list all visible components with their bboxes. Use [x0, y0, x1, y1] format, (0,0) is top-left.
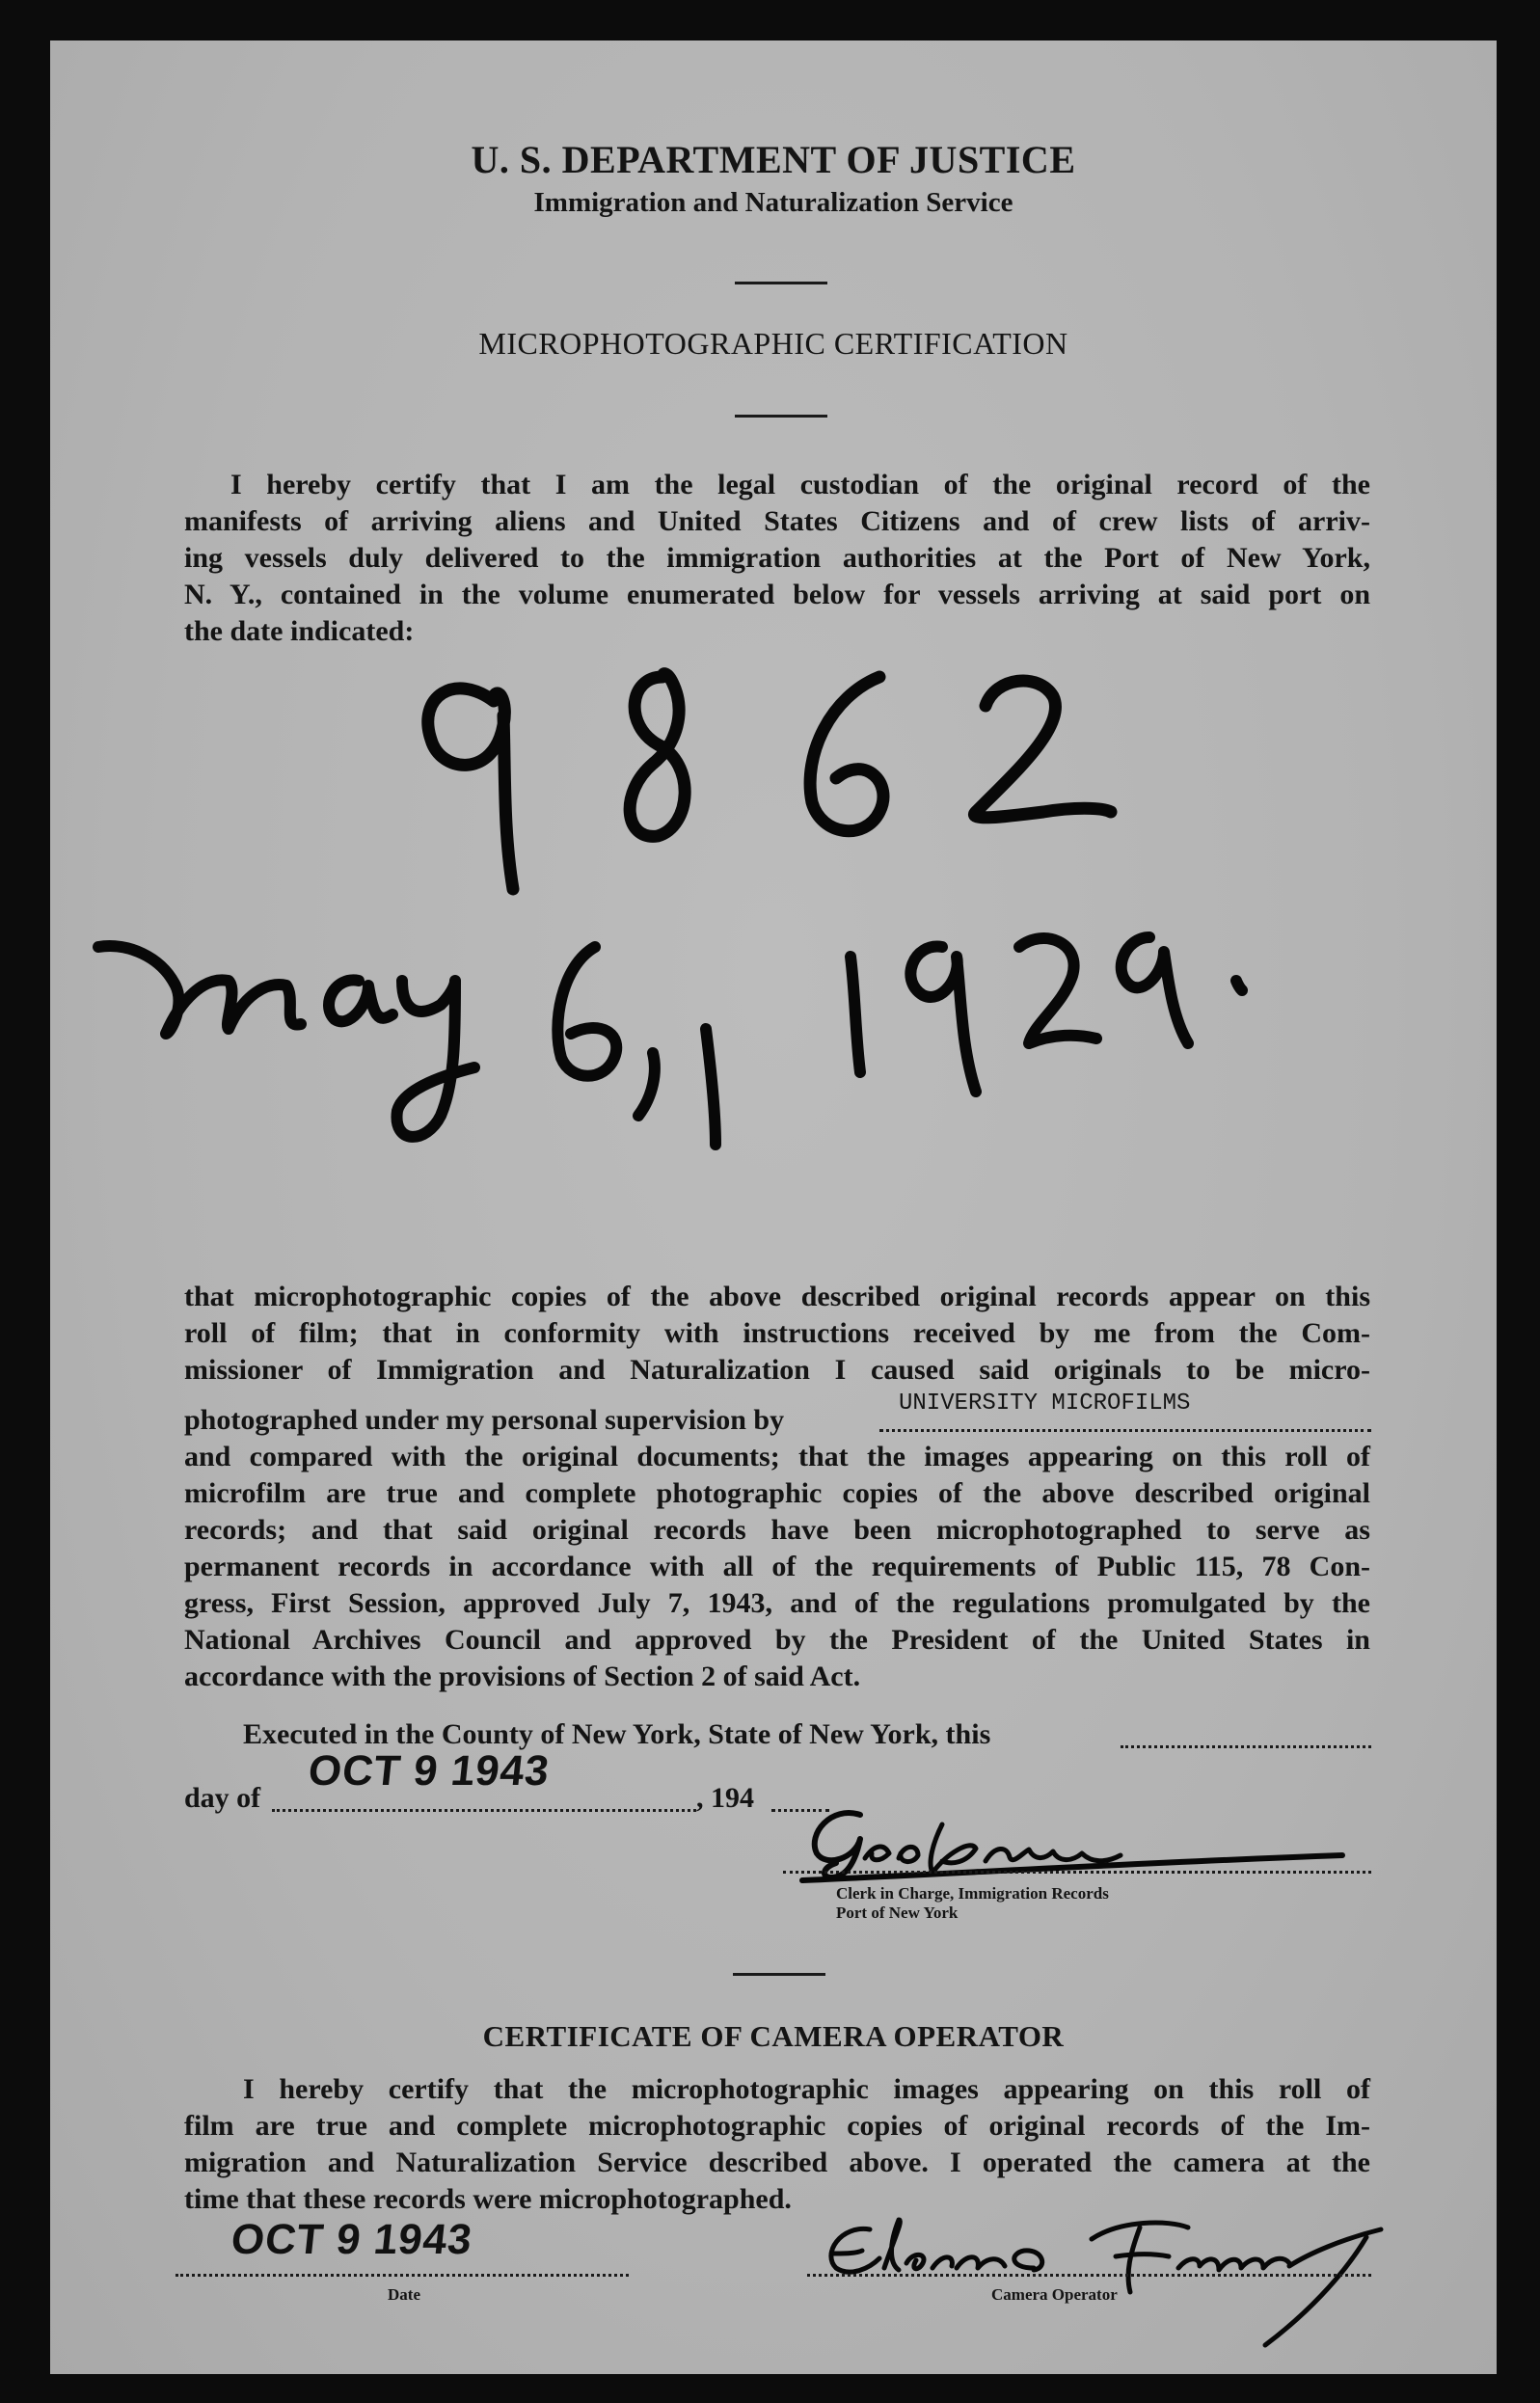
operator-dotted-line: [807, 2274, 1371, 2277]
body-line-3: missioner of Immigration and Naturalization I caused said originals to be micro-: [184, 1354, 1370, 1386]
certificate-page: [50, 40, 1497, 2374]
body-line-2: roll of film; that in conformity with instructions received by me from the Com-: [184, 1317, 1370, 1349]
intro-line-5: the date indicated:: [184, 615, 415, 647]
body-line-6: microfilm are true and complete photographic copies of the above described original: [184, 1477, 1370, 1509]
day-dotted-line: [272, 1809, 696, 1812]
typed-photographer-name: UNIVERSITY MICROFILMS: [899, 1390, 1191, 1417]
execution-date-stamp: OCT 9 1943: [306, 1747, 553, 1795]
body-line-4: photographed under my personal supervision by: [184, 1404, 785, 1436]
handwritten-volume-number: [339, 619, 1207, 908]
camera-line-4: time that these records were microphotographed.: [184, 2183, 792, 2215]
executed-line: Executed in the County of New York, State of New York, this: [243, 1718, 991, 1750]
handwritten-arrival-date: [69, 889, 1284, 1198]
clerk-title-line-2: Port of New York: [836, 1904, 959, 1922]
date-label: Date: [388, 2285, 420, 2304]
intro-line-3: ing vessels duly delivered to the immigration authorities at the Port of New York,: [184, 542, 1370, 574]
certification-title: MICROPHOTOGRAPHIC CERTIFICATION: [478, 326, 1068, 361]
camera-operator-label: Camera Operator: [991, 2285, 1118, 2304]
intro-line-1: I hereby certify that I am the legal custodian of the original record of the: [230, 469, 1370, 500]
year-prefix: , 194: [696, 1782, 754, 1814]
camera-line-1: I hereby certify that the microphotographic images appearing on this roll of: [243, 2073, 1370, 2105]
title-divider: [735, 415, 827, 418]
clerk-signature: [764, 1786, 1362, 1892]
header-divider: [735, 282, 827, 284]
camera-section-divider: [733, 1973, 825, 1976]
camera-operator-signature: [802, 2200, 1400, 2355]
camera-certificate-title: CERTIFICATE OF CAMERA OPERATOR: [482, 2019, 1065, 2053]
camera-line-3: migration and Naturalization Service described above. I operated the camera at the: [184, 2146, 1370, 2178]
intro-line-2: manifests of arriving aliens and United States Citizens and of crew lists of arriv-: [184, 505, 1370, 537]
body-line-8: permanent records in accordance with all of the requirements of Public 115, 78 Con-: [184, 1551, 1370, 1582]
camera-line-2: film are true and complete microphotographic copies of original records of the Im-: [184, 2110, 1370, 2142]
service-subheading: Immigration and Naturalization Service: [533, 187, 1013, 218]
clerk-signature-line: [783, 1871, 1371, 1874]
body-line-7: records; and that said original records have been microphotographed to serve as: [184, 1514, 1370, 1546]
camera-date-stamp: OCT 9 1943: [229, 2216, 475, 2263]
photographer-dotted-line: [879, 1429, 1371, 1432]
body-line-9: gress, First Session, approved July 7, 1943, and of the regulations promulgated by the: [184, 1587, 1370, 1619]
day-of-label: day of: [184, 1782, 261, 1814]
body-line-5: and compared with the original documents; that the images appearing on this roll of: [184, 1441, 1370, 1472]
executed-dotted-line: [1121, 1745, 1371, 1748]
body-line-10: National Archives Council and approved by the President of the United States in: [184, 1624, 1370, 1656]
date-dotted-line: [176, 2274, 629, 2277]
body-line-11: accordance with the provisions of Section 2 of said Act.: [184, 1660, 861, 1692]
body-line-1: that microphotographic copies of the above described original records appear on this: [184, 1281, 1370, 1312]
intro-line-4: N. Y., contained in the volume enumerated below for vessels arriving at said port on: [184, 579, 1370, 610]
department-heading: U. S. DEPARTMENT OF JUSTICE: [471, 138, 1076, 181]
clerk-title-line-1: Clerk in Charge, Immigration Records: [836, 1884, 1109, 1903]
